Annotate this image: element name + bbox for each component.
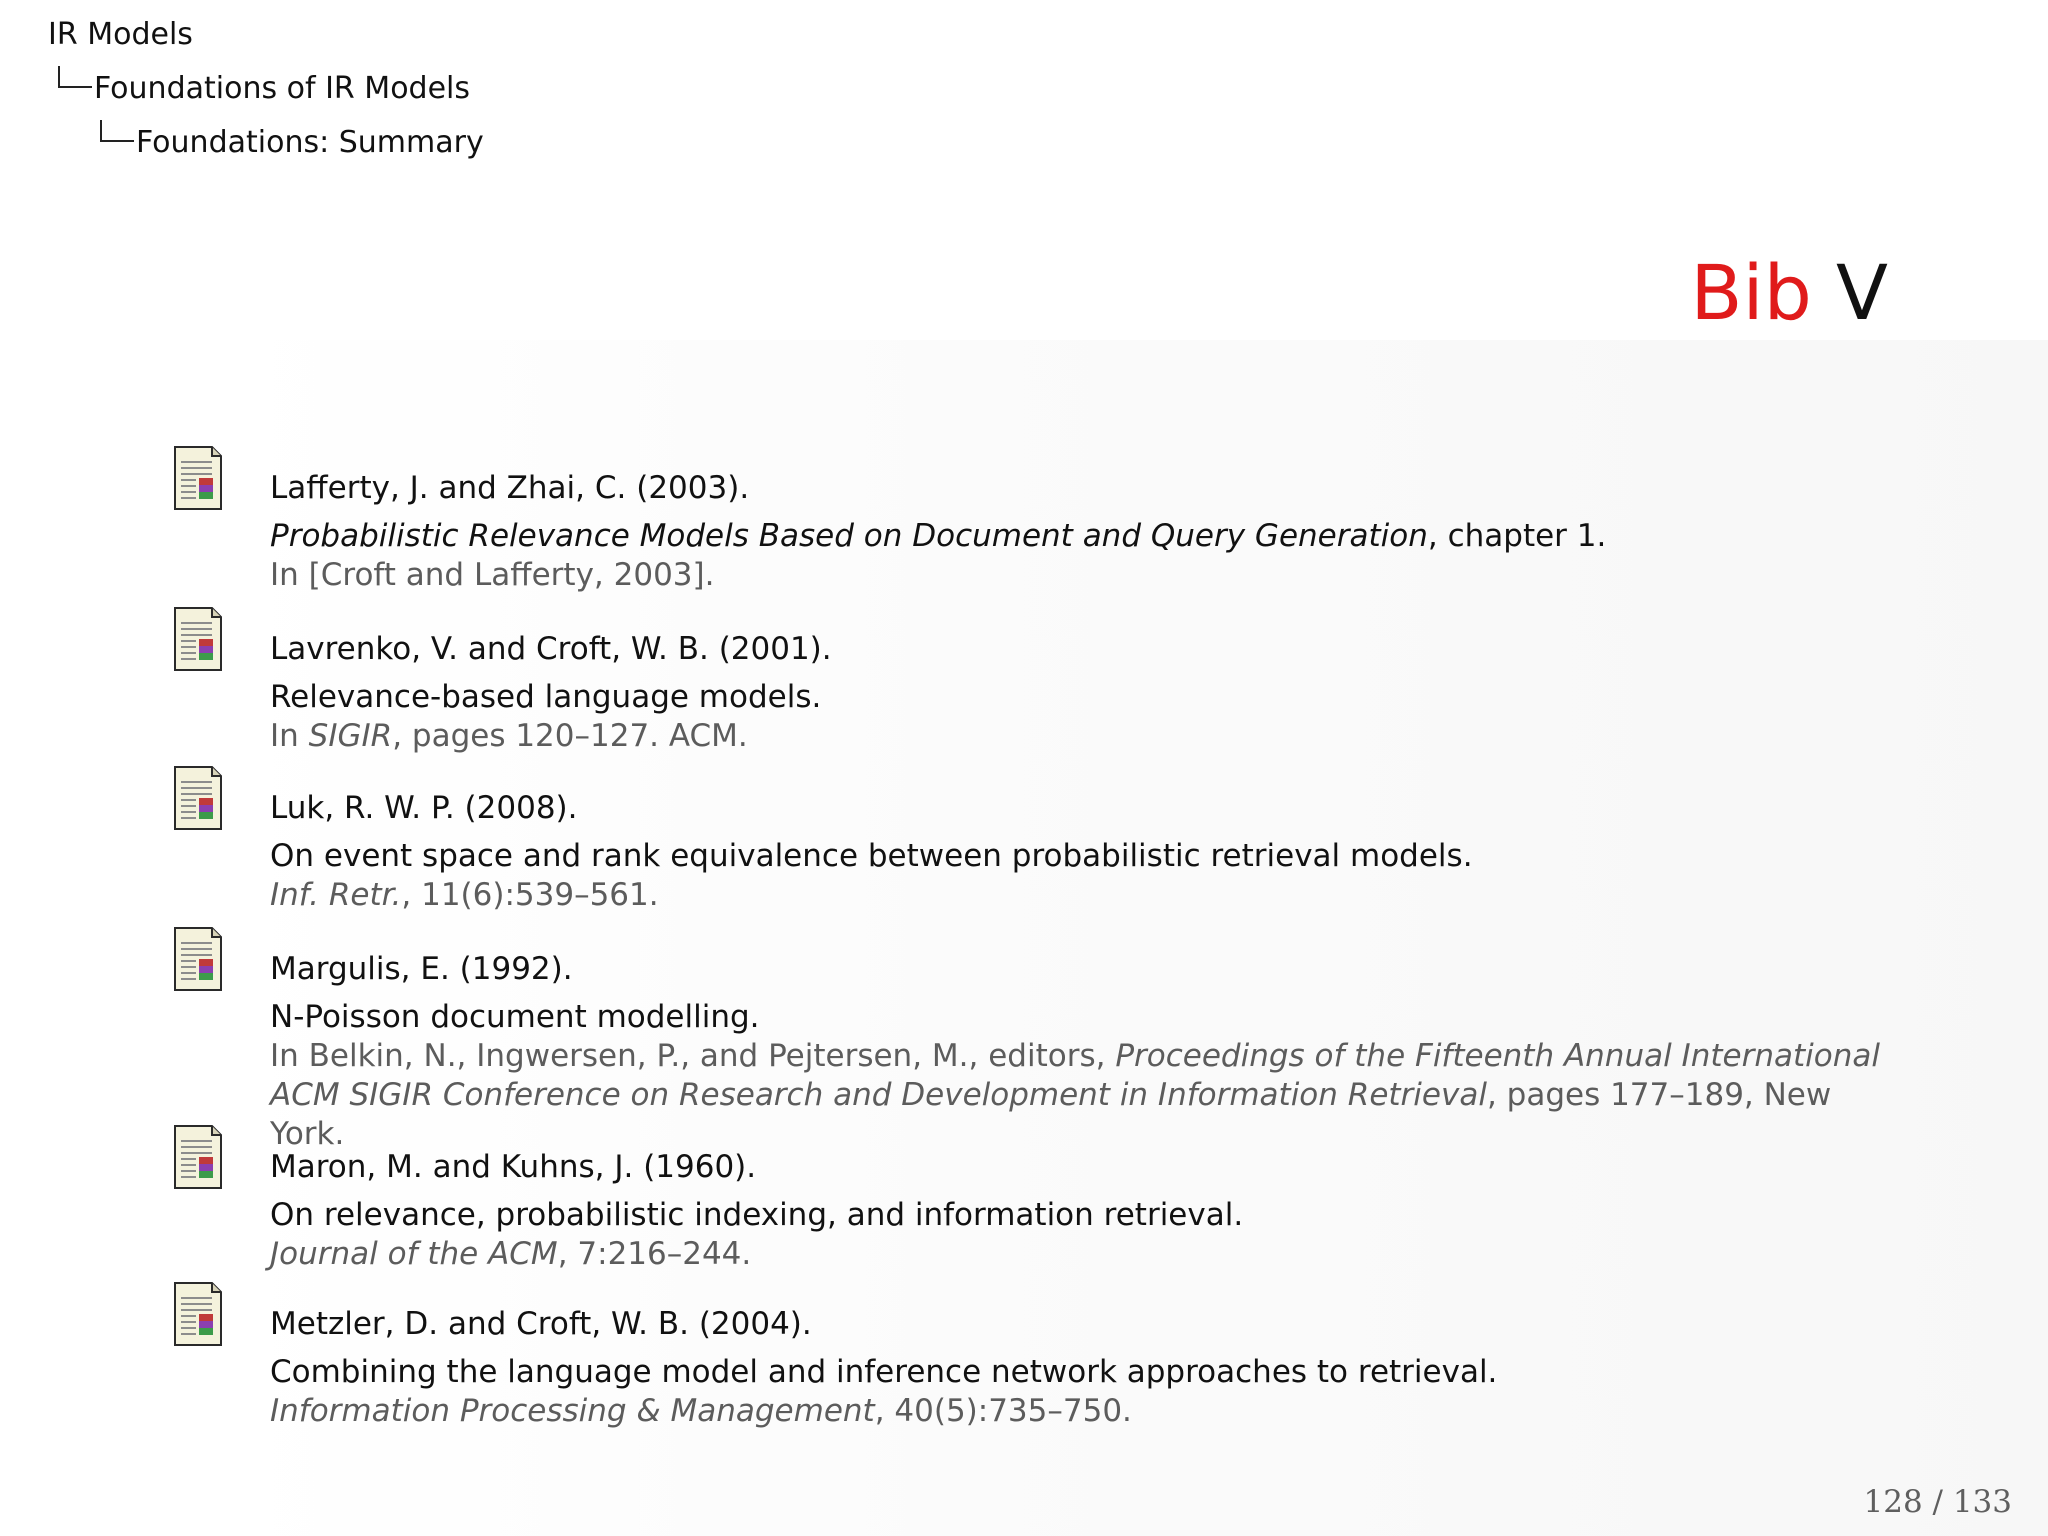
bib-source-italic: SIGIR bbox=[308, 718, 393, 754]
bib-author: Margulis, E. (1992). bbox=[270, 951, 573, 987]
bib-title bbox=[270, 997, 1890, 1037]
bib-title bbox=[270, 836, 1890, 876]
document-icon bbox=[174, 1125, 222, 1189]
bib-source bbox=[270, 1392, 1890, 1431]
bib-source-suffix: , 11(6):539–561. bbox=[401, 877, 659, 913]
bib-source-prefix: In Belkin, N., Ingwersen, P., and Pejtersen, M., editors, bbox=[270, 1038, 1116, 1074]
bib-source-suffix: , 7:216–244. bbox=[557, 1236, 752, 1272]
breadcrumb-item-summary bbox=[48, 116, 484, 170]
bib-source-prefix: In bbox=[270, 718, 309, 754]
document-icon bbox=[174, 446, 222, 510]
bib-source-italic: Proceedings of the Fifteenth Annual International ACM SIGIR Conference on Research and Development in Information Retrieval bbox=[270, 1038, 1880, 1113]
bib-author: Maron, M. and Kuhns, J. (1960). bbox=[270, 1149, 757, 1185]
bib-title bbox=[270, 1195, 1890, 1235]
bib-source-italic: Information Processing & Management bbox=[270, 1393, 875, 1429]
bib-text bbox=[270, 440, 1890, 595]
bib-author: Lafferty, J. and Zhai, C. (2003). bbox=[270, 470, 750, 506]
bib-title bbox=[270, 516, 1890, 556]
bib-source bbox=[270, 717, 1890, 756]
bib-title-italic: Probabilistic Relevance Models Based on Document and Query Generation bbox=[270, 518, 1428, 554]
bib-source bbox=[270, 1235, 1890, 1274]
breadcrumb-item-foundations bbox=[48, 62, 484, 116]
page-number: 128 / 133 bbox=[1863, 1484, 2012, 1520]
tree-branch-icon bbox=[100, 120, 134, 142]
breadcrumb-label: Foundations of IR Models bbox=[94, 71, 471, 106]
bib-source-suffix: , 40(5):735–750. bbox=[874, 1393, 1132, 1429]
bib-source bbox=[270, 876, 1890, 915]
bib-title-rest: Combining the language model and inference network approaches to retrieval. bbox=[270, 1354, 1498, 1390]
bib-title-rest: On relevance, probabilistic indexing, and information retrieval. bbox=[270, 1197, 1244, 1233]
bib-source-prefix: In [Croft and Lafferty, 2003]. bbox=[270, 557, 715, 593]
document-icon bbox=[174, 607, 222, 671]
bib-title bbox=[270, 677, 1890, 717]
bib-title-rest: , chapter 1. bbox=[1427, 518, 1607, 554]
bib-source bbox=[270, 556, 1890, 595]
tree-branch-icon bbox=[58, 66, 92, 88]
breadcrumb-label: Foundations: Summary bbox=[136, 125, 484, 160]
bib-text bbox=[270, 1119, 1890, 1274]
slide-title-part: V bbox=[1836, 248, 1888, 337]
bib-text bbox=[270, 760, 1890, 915]
bib-source-suffix: , pages 177–189, New York. bbox=[270, 1077, 1832, 1152]
bib-text bbox=[270, 1276, 1890, 1431]
bib-author: Lavrenko, V. and Croft, W. B. (2001). bbox=[270, 631, 832, 667]
document-icon bbox=[174, 927, 222, 991]
slide-title bbox=[1690, 248, 1888, 337]
bib-title-rest: On event space and rank equivalence between probabilistic retrieval models. bbox=[270, 838, 1473, 874]
breadcrumb bbox=[48, 8, 484, 170]
bib-source-italic: Inf. Retr. bbox=[270, 877, 402, 913]
document-icon bbox=[174, 766, 222, 830]
breadcrumb-item-ir-models bbox=[48, 8, 484, 62]
bib-source-italic: Journal of the ACM bbox=[270, 1236, 558, 1272]
bib-title bbox=[270, 1352, 1890, 1392]
breadcrumb-label: IR Models bbox=[48, 17, 193, 52]
bib-author: Metzler, D. and Croft, W. B. (2004). bbox=[270, 1306, 812, 1342]
bib-title-rest: Relevance-based language models. bbox=[270, 679, 822, 715]
slide-title-main: Bib bbox=[1690, 248, 1812, 337]
bib-text bbox=[270, 601, 1890, 756]
bib-source-suffix: , pages 120–127. ACM. bbox=[392, 718, 748, 754]
bib-title-rest: N-Poisson document modelling. bbox=[270, 999, 760, 1035]
document-icon bbox=[174, 1282, 222, 1346]
bib-author: Luk, R. W. P. (2008). bbox=[270, 790, 578, 826]
